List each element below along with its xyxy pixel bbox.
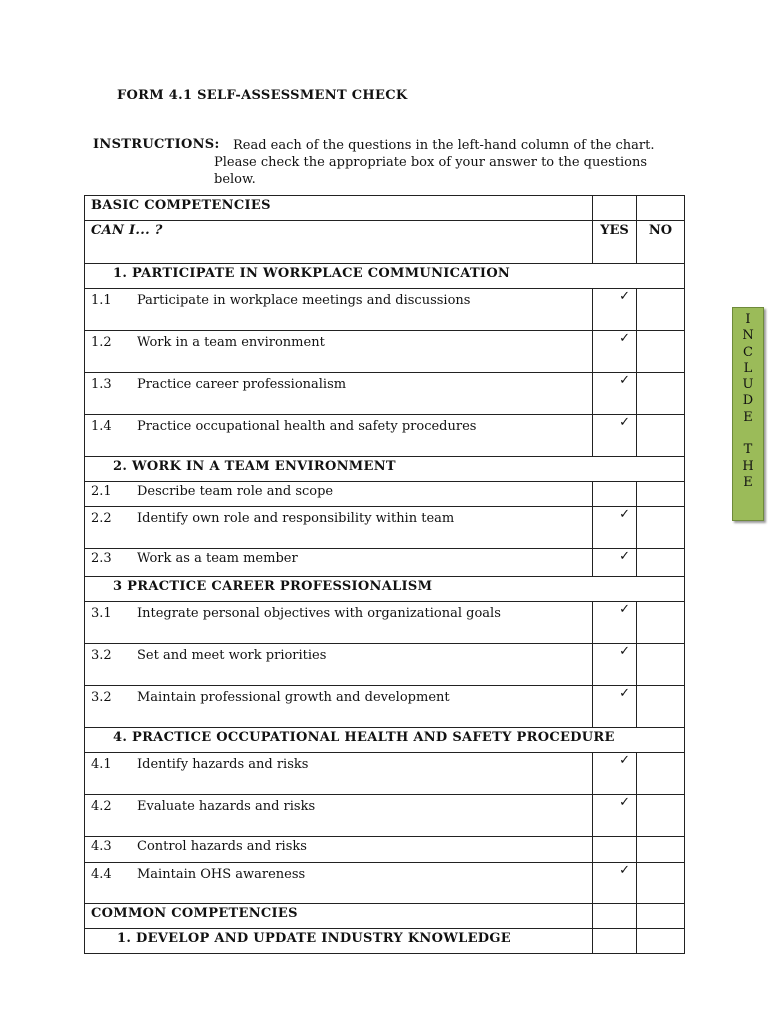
item-number: 1.1 bbox=[91, 293, 112, 308]
competency-item bbox=[85, 602, 593, 644]
item-text: Practice career professionalism bbox=[137, 377, 347, 392]
check-mark-icon: ✓ bbox=[619, 373, 630, 388]
item-text: Evaluate hazards and risks bbox=[137, 799, 316, 814]
no-checkbox[interactable] bbox=[637, 837, 685, 863]
competency-item bbox=[85, 415, 593, 457]
instructions-text: Read each of the questions in the left-hand column of the chart. Please check the appropriate box of your answer to the questions below. bbox=[214, 138, 655, 187]
competency-item bbox=[85, 753, 593, 795]
yes-checkbox[interactable] bbox=[593, 837, 637, 863]
check-mark-icon: ✓ bbox=[619, 863, 630, 878]
yes-checkbox[interactable] bbox=[593, 602, 637, 644]
side-note-letter bbox=[733, 426, 763, 442]
item-number: 4.4 bbox=[91, 867, 112, 882]
item-text: Describe team role and scope bbox=[137, 484, 334, 499]
competency-item bbox=[85, 686, 593, 728]
yes-checkbox[interactable] bbox=[593, 373, 637, 415]
item-text: Work in a team environment bbox=[137, 335, 325, 350]
yes-checkbox[interactable] bbox=[593, 644, 637, 686]
item-number: 3.2 bbox=[91, 648, 112, 663]
competency-item bbox=[85, 644, 593, 686]
no-checkbox[interactable] bbox=[637, 507, 685, 549]
common-competencies-header: COMMON COMPETENCIES bbox=[85, 904, 593, 929]
side-note-letter: E bbox=[743, 409, 753, 425]
side-note-letter: H bbox=[742, 458, 754, 474]
include-the-side-note bbox=[732, 307, 764, 521]
yes-checkbox[interactable] bbox=[593, 863, 637, 904]
competency-item bbox=[85, 373, 593, 415]
check-mark-icon: ✓ bbox=[619, 602, 630, 617]
check-mark-icon: ✓ bbox=[619, 549, 630, 564]
yes-checkbox[interactable] bbox=[593, 331, 637, 373]
no-checkbox[interactable] bbox=[637, 331, 685, 373]
check-mark-icon: ✓ bbox=[619, 753, 630, 768]
basic-competencies-header: BASIC COMPETENCIES bbox=[85, 196, 593, 221]
side-note-letter: U bbox=[742, 377, 754, 393]
yes-column-header: YES bbox=[593, 221, 637, 264]
no-column-header: NO bbox=[637, 221, 685, 264]
no-checkbox[interactable] bbox=[637, 602, 685, 644]
no-checkbox[interactable] bbox=[637, 415, 685, 457]
side-note-letter: I bbox=[745, 312, 751, 327]
item-number: 1.2 bbox=[91, 335, 112, 350]
yes-checkbox[interactable] bbox=[593, 686, 637, 728]
group-heading: 2. WORK IN A TEAM ENVIRONMENT bbox=[85, 457, 685, 482]
item-text: Integrate personal objectives with organizational goals bbox=[137, 606, 501, 621]
no-checkbox[interactable] bbox=[637, 289, 685, 331]
item-number: 3.2 bbox=[91, 690, 112, 705]
can-i-header: CAN I... ? bbox=[85, 221, 593, 264]
side-note-letter: N bbox=[742, 328, 754, 344]
yes-checkbox[interactable] bbox=[593, 549, 637, 577]
item-text: Set and meet work priorities bbox=[137, 648, 327, 663]
competency-item bbox=[85, 482, 593, 507]
item-number: 1.3 bbox=[91, 377, 112, 392]
item-text: Maintain professional growth and development bbox=[137, 690, 450, 705]
side-note-letter: T bbox=[743, 442, 753, 458]
common-group-heading: 1. DEVELOP AND UPDATE INDUSTRY KNOWLEDGE bbox=[85, 929, 593, 954]
item-number: 1.4 bbox=[91, 419, 112, 434]
check-mark-icon: ✓ bbox=[619, 331, 630, 346]
competency-item bbox=[85, 549, 593, 577]
yes-checkbox[interactable] bbox=[593, 415, 637, 457]
item-number: 4.2 bbox=[91, 799, 112, 814]
item-number: 2.1 bbox=[91, 484, 112, 499]
yes-checkbox[interactable] bbox=[593, 753, 637, 795]
form-title: FORM 4.1 SELF-ASSESSMENT CHECK bbox=[117, 88, 408, 103]
no-checkbox[interactable] bbox=[637, 373, 685, 415]
group-heading: 4. PRACTICE OCCUPATIONAL HEALTH AND SAFETY PROCEDURE bbox=[85, 728, 685, 753]
group-heading: 1. PARTICIPATE IN WORKPLACE COMMUNICATION bbox=[85, 264, 685, 289]
item-text: Identify own role and responsibility within team bbox=[137, 511, 455, 526]
competency-item bbox=[85, 289, 593, 331]
item-text: Work as a team member bbox=[137, 551, 298, 566]
yes-checkbox[interactable] bbox=[593, 795, 637, 837]
no-checkbox[interactable] bbox=[637, 795, 685, 837]
check-mark-icon: ✓ bbox=[619, 415, 630, 430]
no-checkbox[interactable] bbox=[637, 482, 685, 507]
side-note-letter: D bbox=[742, 393, 754, 409]
item-number: 2.2 bbox=[91, 511, 112, 526]
no-checkbox[interactable] bbox=[637, 644, 685, 686]
side-note-letter: E bbox=[743, 474, 753, 490]
no-checkbox[interactable] bbox=[637, 753, 685, 795]
item-number: 4.3 bbox=[91, 839, 112, 854]
yes-checkbox[interactable] bbox=[593, 289, 637, 331]
item-text: Control hazards and risks bbox=[137, 839, 307, 854]
self-assessment-table bbox=[84, 195, 685, 954]
item-text: Maintain OHS awareness bbox=[137, 867, 306, 882]
competency-item bbox=[85, 795, 593, 837]
yes-checkbox[interactable] bbox=[593, 507, 637, 549]
group-heading: 3 PRACTICE CAREER PROFESSIONALISM bbox=[85, 577, 685, 602]
check-mark-icon: ✓ bbox=[619, 795, 630, 810]
check-mark-icon: ✓ bbox=[619, 507, 630, 522]
item-number: 4.1 bbox=[91, 757, 112, 772]
check-mark-icon: ✓ bbox=[619, 644, 630, 659]
side-note-letter: L bbox=[743, 360, 753, 376]
instructions-label: INSTRUCTIONS: bbox=[93, 137, 220, 152]
item-number: 2.3 bbox=[91, 551, 112, 566]
no-checkbox[interactable] bbox=[637, 686, 685, 728]
item-text: Participate in workplace meetings and discussions bbox=[137, 293, 471, 308]
competency-item bbox=[85, 837, 593, 863]
check-mark-icon: ✓ bbox=[619, 289, 630, 304]
yes-checkbox[interactable] bbox=[593, 482, 637, 507]
competency-item bbox=[85, 331, 593, 373]
no-checkbox[interactable] bbox=[637, 549, 685, 577]
no-checkbox[interactable] bbox=[637, 863, 685, 904]
item-text: Practice occupational health and safety procedures bbox=[137, 419, 477, 434]
side-note-letter: C bbox=[743, 344, 753, 360]
competency-item bbox=[85, 863, 593, 904]
item-number: 3.1 bbox=[91, 606, 112, 621]
competency-item bbox=[85, 507, 593, 549]
check-mark-icon: ✓ bbox=[619, 686, 630, 701]
item-text: Identify hazards and risks bbox=[137, 757, 309, 772]
